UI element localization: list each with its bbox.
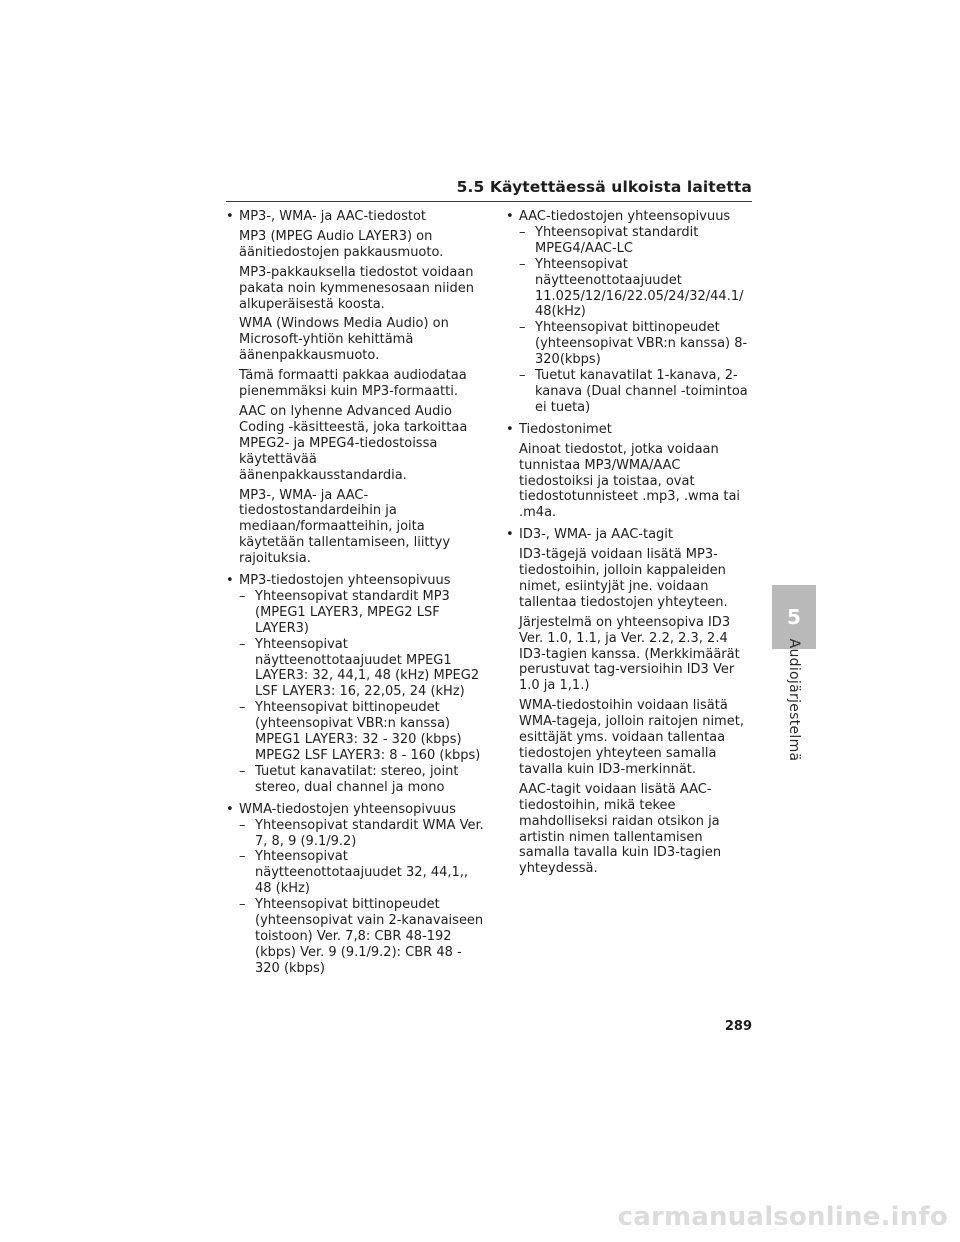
chapter-number: 5: [787, 605, 801, 629]
bullet-icon: •: [506, 209, 514, 224]
list-item-text: Yhteensopivat bittinopeudet (yhteensopivat VBR:n kanssa) MPEG1 LAYER3: 32 - 320 (kbps) MPEG2 LSF LAYER3: 8 - 160 (kbps): [255, 700, 481, 763]
paragraph: WMA-tiedostoihin voidaan lisätä WMA-tageja, jolloin raitojen nimet, esittäjät yms. voidaan tallentaa tiedostojen yhteyteen samalla tavalla kuin ID3-merkinnät.: [519, 698, 744, 777]
list-item-text: Yhteensopivat standardit WMA Ver. 7, 8, 9 (9.1/9.2): [255, 817, 484, 849]
dash-icon: –: [239, 817, 246, 833]
dash-icon: –: [519, 320, 526, 336]
chapter-label: Audiojärjestelmä: [786, 638, 802, 762]
paragraph: Järjestelmä on yhteensopiva ID3 Ver. 1.0, 1.1, ja Ver. 2.2, 2.3, 2.4 ID3-tagien kanssa. (Merkkimäärät perustuvat tag-versioihin ID3 Ver 1.0 ja 1,1.): [519, 614, 740, 694]
bullet-icon: •: [506, 421, 514, 437]
section-heading: MP3-, WMA- ja AAC-tiedostot: [239, 209, 427, 224]
list-item: [239, 849, 484, 897]
bullet-icon: •: [506, 527, 514, 543]
list-item: [239, 764, 484, 796]
list-item-text: Yhteensopivat bittinopeudet (yhteensopivat VBR:n kanssa) 8-320(kbps): [535, 320, 748, 368]
dash-icon: –: [239, 763, 246, 779]
watermark: carmanualsonline.info: [617, 1202, 948, 1232]
list-item: [239, 589, 484, 637]
list-item-text: Yhteensopivat näytteenottotaajuudet 32, 44,1,, 48 (kHz): [255, 849, 469, 897]
list-item: [519, 368, 752, 416]
section-heading: MP3-tiedostojen yhteensopivuus: [239, 573, 451, 589]
bullet-icon: •: [226, 801, 234, 817]
header-rule: [226, 201, 752, 202]
list-item-text: Yhteensopivat näytteenottotaajuudet MPEG1 LAYER3: 32, 44,1, 48 (kHz) MPEG2 LSF LAYER3: 16, 22,05, 24 (kHz): [255, 636, 480, 700]
page-number: 289: [724, 1019, 752, 1034]
list-item-text: Tuetut kanavatilat 1-kanava, 2-kanava (Dual channel -toimintoa ei tueta): [535, 368, 748, 415]
dash-icon: –: [239, 897, 246, 913]
dash-icon: –: [239, 700, 246, 716]
right-column: [506, 209, 752, 883]
mp3-compat-section: [226, 573, 484, 796]
section-heading: AAC-tiedostojen yhteensopivuus: [519, 209, 731, 224]
section-header: 5.5 Käytettäessä ulkoista laitetta: [456, 178, 752, 196]
paragraph: MP3-pakkauksella tiedostot voidaan pakata noin kymmenesosaan niiden alkuperäisestä koosta.: [239, 264, 474, 312]
left-column: [226, 209, 484, 983]
list-item-text: Yhteensopivat näytteenottotaajuudet 11.025/12/16/22.05/24/32/44.1/ 48(kHz): [535, 256, 744, 320]
filenames-section: [506, 422, 752, 521]
list-item-text: Yhteensopivat bittinopeudet (yhteensopivat vain 2-kanavaiseen toistoon) Ver. 7,8: CBR 48-192 (kbps) Ver. 9 (9.1/9.2): CBR 48 - 320 (kbps): [255, 897, 484, 976]
dash-icon: –: [239, 636, 246, 652]
list-item-text: Yhteensopivat standardit MPEG4/AAC-LC: [535, 224, 699, 256]
list-item: [239, 818, 484, 850]
paragraph: AAC on lyhenne Advanced Audio Coding -käsitteestä, joka tarkoittaa MPEG2- ja MPEG4-tiedostoissa käytettävää äänenpakkausstandardia.: [239, 403, 468, 483]
dash-icon: –: [239, 849, 246, 865]
dash-icon: –: [519, 256, 526, 272]
wma-compat-section: [226, 802, 484, 977]
list-item: [239, 637, 484, 701]
paragraph: ID3-tägejä voidaan lisätä MP3-tiedostoihin, jolloin kappaleiden nimet, esiintyjät jne. voidaan tallentaa tiedostojen yhteyteen.: [519, 547, 728, 610]
list-item: [239, 897, 484, 977]
list-item-text: Yhteensopivat standardit MP3 (MPEG1 LAYER3, MPEG2 LSF LAYER3): [255, 588, 450, 636]
section-heading: ID3-, WMA- ja AAC-tagit: [519, 527, 673, 543]
section-heading: WMA-tiedostojen yhteensopivuus: [239, 801, 456, 817]
paragraph: WMA (Windows Media Audio) on Microsoft-yhtiön kehittämä äänenpakkausmuoto.: [239, 316, 449, 364]
paragraph: MP3-, WMA- ja AAC-tiedostostandardeihin ja mediaan/formaatteihin, joita käytetään tallentamiseen, liittyy rajoituksia.: [239, 487, 451, 567]
paragraph: Tämä formaatti pakkaa audiodataa pienemmäksi kuin MP3-formaatti.: [239, 368, 467, 400]
tags-section: [506, 527, 752, 877]
paragraph: AAC-tagit voidaan lisätä AAC-tiedostoihin, mikä tekee mahdolliseksi raidan otsikon ja artistin nimen tallentamisen samalla tavalla kuin ID3-tagien yhteydessä.: [519, 781, 722, 877]
mp3-wma-aac-section: [226, 209, 484, 567]
list-item-text: Tuetut kanavatilat: stereo, joint stereo, dual channel ja mono: [255, 763, 459, 795]
list-item: [519, 225, 752, 257]
list-item: [239, 700, 484, 764]
list-item: [519, 257, 752, 321]
dash-icon: –: [519, 368, 526, 384]
paragraph: Ainoat tiedostot, jotka voidaan tunnistaa MP3/WMA/AAC tiedostoiksi ja toistaa, ovat tiedostotunnisteet .mp3, .wma tai .m4a.: [519, 441, 741, 521]
section-heading: Tiedostonimet: [519, 421, 612, 437]
dash-icon: –: [519, 224, 526, 240]
bullet-icon: •: [226, 573, 234, 589]
dash-icon: –: [239, 588, 246, 604]
list-item: [519, 320, 752, 368]
bullet-icon: •: [226, 209, 234, 224]
paragraph: MP3 (MPEG Audio LAYER3) on äänitiedostojen pakkausmuoto.: [239, 228, 444, 260]
aac-compat-section: [506, 209, 752, 416]
